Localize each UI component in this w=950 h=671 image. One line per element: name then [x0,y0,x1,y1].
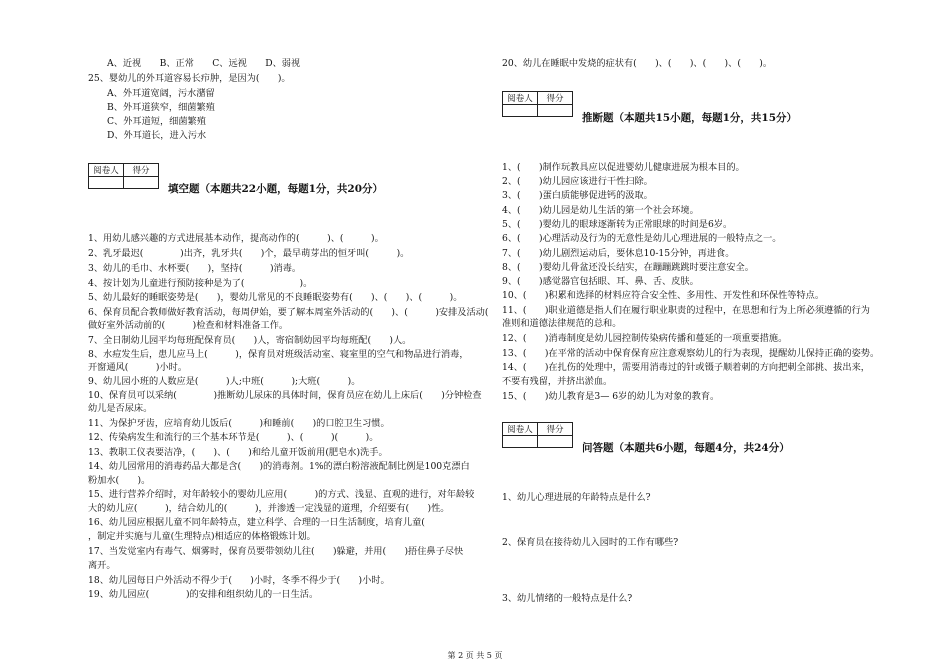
judge-line: 9、( )感觉器官包括眼、耳、鼻、舌、皮肤。 [502,276,699,287]
judge-line: 准则和道德法律规范的总和。 [502,318,622,329]
score-label: 得分 [538,423,573,436]
fill-line: 13、教职工仪表要洁净，( )、( )和给儿童开饭前用(肥皂水)洗手。 [88,447,388,458]
q25-option-b: B、外耳道狭窄，细菌繁殖 [107,102,215,113]
judge-line: 2、( )幼儿园应该进行干性扫除。 [502,176,653,187]
qa-section-title: 问答题（本题共6小题，每题4分，共24分） [582,442,790,454]
judge-line: 4、( )幼儿园是幼儿生活的第一个社会环境。 [502,205,699,216]
reviewer-label: 阅卷人 [89,164,124,177]
judge-line: 不要有残留，并挤出淤血。 [502,376,613,387]
fill-line: 2、乳牙最迟( )出齐，乳牙共( )个，最早萌芽出的恒牙叫( )。 [88,248,410,259]
judge-section-title: 推断题（本题共15小题，每题1分，共15分） [582,112,798,124]
judge-line: 14、( )在扎伤的处理中，需要用消毒过的针或镊子顺着刺的方向把刺全部挑、拔出来， [502,362,870,373]
fill-line: 19、幼儿园应( )的安排和组织幼儿的一日生活。 [88,589,319,600]
judge-line: 11、( )职业道德是指人们在履行职业职责的过程中，在思想和行为上所必须遵循的行为 [502,305,870,316]
fill-line: 粉加水( )。 [88,475,151,486]
fill-line: 3、幼儿的毛巾、水杯要( )，坚持( )消毒。 [88,263,302,274]
reviewer-cell [503,436,538,448]
fill-line: 7、全日制幼儿园平均每班配保育员( )人，寄宿制幼园平均每班配( )人。 [88,335,412,346]
fill-line: ，制定并实施与儿童(生理特点)相适应的体格锻炼计划。 [88,531,316,542]
q20-line: 20、幼儿在睡眠中发烧的症状有( )、( )、( )、( )。 [502,58,773,69]
fill-line: 11、为保护牙齿，应培育幼儿饭后( )和睡前( )的口腔卫生习惯。 [88,418,390,429]
judge-line: 13、( )在平常的活动中保育保育应注意观察幼儿的行为表现，提醒幼儿保持正确的姿势。 [502,348,880,359]
fill-line: 大的幼儿应( )，结合幼儿的( )，并渗透一定浅显的道理，介绍要有( )性。 [88,503,450,514]
score-cell [538,105,573,117]
score-label: 得分 [124,164,159,177]
fill-line: 17、当发觉室内有毒气、烟雾时，保育员要带领幼儿往( )躲避，并用( )捂住鼻子尽快 [88,546,464,557]
judge-line: 1、( )制作玩教具应以促进婴幼儿健康进展为根本目的。 [502,162,745,173]
judge-line: 8、( )婴幼儿骨盆还没长结实，在蹦蹦跳跳时要注意安全。 [502,262,754,273]
fill-line: 8、水痘发生后，患儿应马上( )，保育员对班级活动室、寝室里的空气和物品进行消毒， [88,349,469,360]
q25-option-d: D、外耳道长，进入污水 [107,130,207,141]
qa-question: 1、幼儿心理进展的年龄特点是什么? [502,492,651,503]
judge-line: 15、( )幼儿教育是3— 6岁的幼儿为对象的教育。 [502,391,720,402]
score-box-judge [502,91,573,117]
fill-line: 4、按计划为儿童进行预防接种是为了( )。 [88,278,313,289]
fill-line: 12、传染病发生和流行的三个基本环节是( )、( )( )。 [88,432,379,443]
fill-line: 幼儿是否尿床。 [88,403,153,414]
fill-line: 16、幼儿园应根据儿童不同年龄特点，建立科学、合理的一日生活制度，培育儿童( [88,517,425,528]
judge-line: 12、( )消毒制度是幼儿园控制传染病传播和蔓延的一项重要措施。 [502,333,788,344]
q24-options: A、近视 B、正常 C、远视 D、弱视 [107,58,301,69]
judge-line: 6、( )心理活动及行为的无意性是幼儿心理进展的一般特点之一。 [502,233,782,244]
qa-question: 3、幼儿情绪的一般特点是什么? [502,593,633,604]
score-cell [538,436,573,448]
judge-line: 5、( )婴幼儿的眼球逐渐转为正常眼球的时间是6岁。 [502,219,733,230]
reviewer-cell [503,105,538,117]
score-box-qa [502,422,573,448]
fill-line: 离开。 [88,560,116,571]
judge-line: 7、( )幼儿剧烈运动后，要休息10-15分钟，再进食。 [502,248,735,259]
judge-line: 10、( )积累和选择的材料应符合安全性、多用性、开发性和环保性等特点。 [502,290,825,301]
score-cell [124,177,159,189]
fill-line: 开窗通风( )小时。 [88,362,188,373]
page-number: 第 2 页 共 5 页 [447,651,503,660]
reviewer-label: 阅卷人 [503,92,538,105]
fill-line: 14、幼儿园常用的消毒药品大都是含( )的消毒剂。1%的漂白粉溶液配制比例是100克漂白 [88,461,470,472]
q25-option-c: C、外耳道短，细菌繁殖 [107,116,206,127]
reviewer-label: 阅卷人 [503,423,538,436]
fill-line: 10、保育员可以采纳( )推断幼儿尿床的具体时间，保育员应在幼儿上床后( )分钟检查 [88,390,482,401]
score-label: 得分 [538,92,573,105]
fill-section-title: 填空题（本题共22小题，每题1分，共20分） [168,183,384,195]
qa-question: 2、保育员在接待幼儿入园时的工作有哪些? [502,537,679,548]
fill-line: 5、幼儿最好的睡眠姿势是( )，婴幼儿常见的不良睡眠姿势有( )、( )、( )。 [88,292,463,303]
q25-option-a: A、外耳道宽阔，污水潴留 [107,88,215,99]
fill-line: 做好室外活动前的( )检查和材料准备工作。 [88,320,289,331]
fill-line: 15、进行营养介绍时，对年龄较小的婴幼儿应用( )的方式、浅显、直观的进行，对年龄较 [88,489,475,500]
fill-line: 6、保育员配合教师做好教育活动，每周伊始，要了解本周室外活动的( )、( )安排及活动( [88,307,489,318]
q25-stem: 25、婴幼儿的外耳道容易长疖肿，是因为( )。 [88,73,291,84]
fill-line: 18、幼儿园每日户外活动不得少于( )小时，冬季不得少于( )小时。 [88,575,390,586]
fill-line: 1、用幼儿感兴趣的方式进展基本动作，提高动作的( )、( )。 [88,233,384,244]
score-box-fill [88,163,159,189]
reviewer-cell [89,177,124,189]
fill-line: 9、幼儿园小班的人数应是( )人;中班( );大班( )。 [88,376,361,387]
judge-line: 3、( )蛋白质能够促进钙的汲取。 [502,190,653,201]
